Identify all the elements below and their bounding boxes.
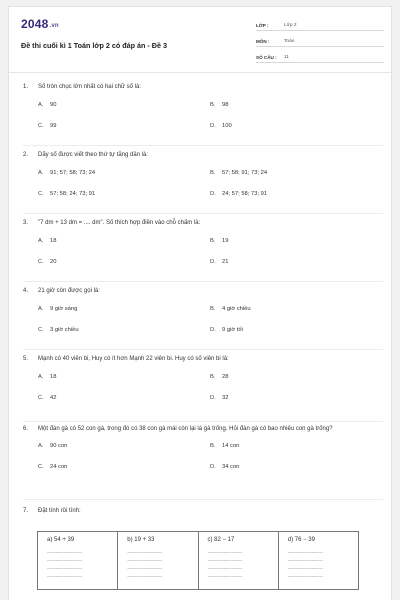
option-a[interactable]: A. 9 giờ sáng (38, 306, 78, 312)
question-3 (23, 219, 383, 268)
page-title: Đề thi cuối kì 1 Toán lớp 2 có đáp án - Đề 3 (21, 41, 167, 50)
option-d[interactable]: D. 21 (210, 259, 229, 265)
option-b[interactable]: B. 57; 58; 91; 73; 24 (210, 170, 268, 176)
option-a[interactable]: A. 90 con (38, 443, 68, 449)
divider (23, 281, 383, 282)
question-5 (23, 355, 383, 404)
option-c[interactable]: C. 20 (38, 259, 57, 265)
option-b[interactable]: B. 98 (210, 102, 229, 108)
divider (23, 421, 383, 422)
option-b[interactable]: B. 28 (210, 374, 229, 380)
question-number: 6. (23, 426, 29, 432)
meta-row-subject (256, 35, 384, 47)
question-text: 21 giờ còn được gọi là: (38, 288, 100, 294)
divider (23, 499, 383, 500)
answer-line[interactable]: ................................ (127, 573, 163, 579)
meta-value: Lớp 2 (284, 23, 297, 28)
question-1 (23, 83, 383, 132)
answer-line[interactable]: ................................ (287, 557, 323, 563)
option-d[interactable]: D. 34 con (210, 464, 240, 470)
meta-value: Toán (284, 39, 295, 44)
question-4 (23, 287, 383, 336)
site-logo[interactable]: 2048.vn (21, 17, 59, 31)
answer-line[interactable]: ................................ (207, 565, 243, 571)
answer-line[interactable]: ................................ (47, 557, 82, 563)
question-2 (23, 151, 383, 200)
calc-expression: d) 76 − 39 (287, 537, 315, 543)
calc-cell-b (118, 532, 198, 589)
divider (23, 213, 383, 214)
question-number: 5. (23, 356, 29, 362)
option-c[interactable]: C. 99 (38, 123, 57, 129)
question-text: Số tròn chục lớn nhất có hai chữ số là: (38, 84, 142, 90)
option-d[interactable]: D. 32 (210, 395, 229, 401)
option-a[interactable]: A. 90 (38, 102, 57, 108)
meta-row-count (256, 51, 384, 63)
answer-line[interactable]: ................................ (207, 573, 243, 579)
question-6 (23, 425, 383, 473)
divider (23, 145, 383, 146)
option-d[interactable]: D. 24; 57; 58; 73; 91 (210, 191, 268, 197)
answer-line[interactable]: ................................ (287, 573, 323, 579)
meta-row-class (256, 19, 384, 31)
meta-value: 11 (284, 55, 289, 60)
answer-line[interactable]: ................................ (287, 565, 323, 571)
question-7 (23, 507, 383, 516)
question-text: Một đàn gà có 52 con gà, trong đó có 38 con gà mái còn lại là gà trống. Hỏi đàn gà có bao nhiêu con gà trống? (38, 426, 333, 432)
calc-expression: b) 19 + 33 (127, 537, 155, 543)
answer-line[interactable]: ................................ (127, 557, 163, 563)
question-text: Mạnh có 40 viên bi, Huy có ít hơn Mạnh 22 viên bi. Huy có số viên bi là: (38, 356, 229, 362)
answer-line[interactable]: ................................ (127, 549, 163, 555)
answer-line[interactable]: ................................ (207, 557, 243, 563)
answer-line[interactable]: ................................ (47, 573, 82, 579)
option-b[interactable]: B. 4 giờ chiều (210, 306, 251, 312)
meta-info (256, 19, 384, 67)
option-d[interactable]: D. 100 (210, 123, 232, 129)
answer-line[interactable]: ................................ (287, 549, 323, 555)
option-d[interactable]: D. 9 giờ tối (210, 327, 243, 333)
option-a[interactable]: A. 18 (38, 238, 57, 244)
question-text: Đặt tính rồi tính: (38, 508, 81, 514)
meta-label: SỐ CÂU : (256, 55, 277, 60)
question-text: "7 dm + 13 dm = .... dm". Số thích hợp điền vào chỗ chấm là: (38, 220, 201, 226)
option-c[interactable]: C. 57; 58; 24; 73; 91 (38, 191, 96, 197)
question-number: 4. (23, 288, 29, 294)
meta-label: LỚP : (256, 23, 269, 28)
option-c[interactable]: C. 24 con (38, 464, 68, 470)
option-b[interactable]: B. 14 con (210, 443, 240, 449)
question-text: Dãy số được viết theo thứ tự tăng dần là: (38, 152, 149, 158)
exam-sheet (8, 6, 392, 600)
question-number: 7. (23, 508, 29, 514)
option-a[interactable]: A. 91; 57; 58; 73; 24 (38, 170, 96, 176)
calc-cell-d (279, 532, 358, 589)
answer-line[interactable]: ................................ (47, 565, 82, 571)
calc-expression: a) 54 + 39 (47, 537, 75, 543)
option-a[interactable]: A. 18 (38, 374, 57, 380)
calc-cell-c (199, 532, 279, 589)
option-c[interactable]: C. 3 giờ chiều (38, 327, 79, 333)
question-number: 1. (23, 84, 29, 90)
meta-label: MÔN : (256, 39, 270, 44)
option-b[interactable]: B. 19 (210, 238, 229, 244)
answer-line[interactable]: ................................ (127, 565, 163, 571)
answer-line[interactable]: ................................ (47, 549, 82, 555)
option-c[interactable]: C. 42 (38, 395, 57, 401)
answer-line[interactable]: ................................ (207, 549, 243, 555)
calculation-table (37, 531, 359, 590)
calc-expression: c) 82 − 17 (207, 537, 235, 543)
question-number: 3. (23, 220, 29, 226)
question-number: 2. (23, 152, 29, 158)
divider (23, 349, 383, 350)
header (9, 7, 391, 73)
calc-cell-a (38, 532, 118, 589)
